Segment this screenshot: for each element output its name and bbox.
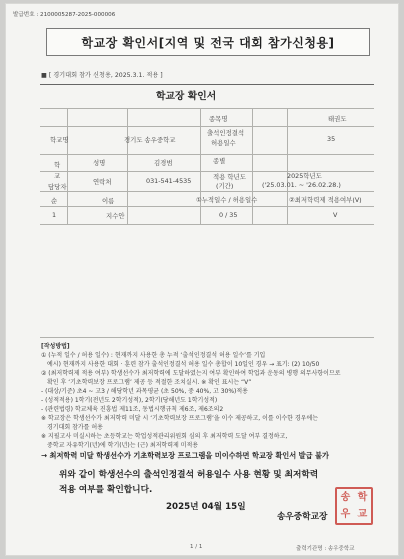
col-days: ①누적일수 / 허용일수: [196, 196, 258, 204]
sport-label: 종목명: [209, 115, 228, 123]
page-number: 1 / 1: [190, 544, 203, 550]
issue-date: 2025년 04월 15일: [166, 502, 246, 512]
document-number: 발급번호 : 2100005287-2025-000006: [13, 12, 116, 18]
teacher-label-1: 학: [54, 161, 61, 169]
document-page: [6, 4, 398, 555]
method-line-11: 중학교 자유학기(년)에 학기(년)는 (근) 최저학력제 미적용: [47, 442, 199, 449]
issuer-label: 출력기관명 : 송우중학교: [296, 546, 355, 552]
table-vline-1: [67, 108, 68, 224]
seal-char-1: 송: [340, 491, 351, 503]
school-label: 학교명: [50, 136, 69, 144]
table-line-3: [40, 154, 374, 155]
table-vline-2: [127, 108, 128, 224]
attendance-label-line2: 허용일수: [211, 139, 236, 147]
title-box: [46, 28, 370, 56]
row-no: 1: [52, 211, 57, 219]
table-line-1: [40, 108, 374, 109]
school-seal: [335, 487, 373, 525]
closing-line-2: 적용 여부를 확인합니다.: [59, 485, 153, 495]
contact-value: 031-541-4535: [146, 177, 192, 185]
table-line-2: [40, 126, 374, 127]
method-line-2: 예시) 현재까지 사용한 대회 · 훈련 참가 출석인정결석 허용 일수 총합이 10일인 경우 → 표기: (2) 10/50: [47, 361, 320, 368]
table-vline-5: [287, 108, 288, 224]
table-line-4: [40, 171, 374, 172]
method-top-divider: [40, 337, 374, 338]
name-label: 성명: [93, 159, 106, 167]
method-line-1: ① (누적 일수 / 허용 일수) : 현재까지 사용한 총 누적 ‘출석인정결석 허용 일수’를 기입: [41, 352, 266, 359]
method-line-6: - (성적적용) 1학기(전년도 2학기성적), 2학기(당해년도 1학기성적): [41, 397, 218, 404]
method-line-5: - (대상/기준) 초4 ~ 고3 / 해당학년 과목평균 (초 50%, 중 40%, 고 30%)적용: [41, 388, 248, 395]
seal-char-4: 교: [357, 508, 368, 520]
method-line-10: ※ 지필고사 미실시하는 초등학교는 학업성적관리위원회 심의 후 최저학력 도달 여부 결정하고,: [41, 433, 288, 440]
method-line-3: ② (최저학력제 적용 여부) 학생선수가 최저학력에 도달하였는지 여부 확인하여 학업과 운동의 병행 의무사항이므로: [41, 370, 341, 377]
table-vline-3: [200, 108, 201, 224]
method-line-7: - (관련법령) 학교체육 진흥법 제11조, 동법시행규칙 제6조, 제6조의2: [41, 406, 224, 413]
method-heading: [작성방법]: [41, 343, 70, 350]
document-title: 학교장 확인서[지역 및 전국 대회 참가신청용]: [81, 35, 335, 50]
method-line-8: ※ 학교장은 학생선수가 최저학력 미달 시 ‘기초학력보장 프로그램’을 이수 제공하고, 이를 이수한 경우에는: [41, 415, 319, 422]
principal-name: 송우중학교장: [277, 512, 328, 522]
document-subtitle: 학교장 확인서: [156, 91, 217, 102]
method-line-4: 확인 후 ‘기초학력보장 프로그램’ 제공 등 적절한 조치실시. ※ 확인 표시는 “V”: [47, 379, 252, 386]
teacher-label-2: 교: [54, 172, 61, 180]
apply-year-value-2: ('25.03.01. ~ '26.02.28.): [262, 181, 341, 189]
contact-label: 연락처: [93, 178, 112, 186]
top-divider: [40, 84, 374, 85]
seal-char-3: 우: [340, 508, 351, 520]
col-name: 이름: [102, 197, 115, 205]
apply-year-label-1: 적용 학년도: [213, 173, 246, 181]
col-apply: ②최저학력제 적용여부(V): [289, 196, 362, 204]
attendance-label-line1: 출석인정결석: [207, 129, 245, 137]
name-value: 김경범: [154, 159, 173, 167]
sport-value: 태권도: [328, 115, 347, 123]
row-days: 0 / 35: [219, 211, 238, 219]
col-no: 순: [51, 197, 58, 205]
table-line-7: [40, 224, 374, 225]
table-line-5: [40, 191, 374, 192]
event-label: 종별: [213, 157, 226, 165]
notice-line: → 최저학력 미달 학생선수가 기초학력보장 프로그램을 미이수하면 학교장 확인서 발급 불가: [41, 451, 329, 460]
row-apply: V: [333, 211, 338, 219]
table-line-6: [40, 206, 374, 207]
attendance-value: 35: [327, 135, 336, 143]
seal-char-2: 학: [357, 491, 368, 503]
table-vline-4: [252, 108, 253, 224]
apply-year-label-2: (기간): [216, 182, 234, 190]
apply-year-value-1: 2025학년도: [287, 172, 322, 180]
method-line-9: 경기대회 참가를 허용: [47, 424, 103, 431]
school-value: 경기도 송우중학교: [124, 136, 176, 144]
teacher-label-3: 담당자: [48, 183, 67, 191]
application-prefix: ■ [ 경기대회 참가 신청용, 2025.3.1. 적용 ]: [41, 72, 163, 79]
row-name: 지수안: [106, 212, 125, 220]
closing-line-1: 위와 같이 학생선수의 출석인정결석 허용일수 사용 현황 및 최저학력: [59, 470, 319, 480]
